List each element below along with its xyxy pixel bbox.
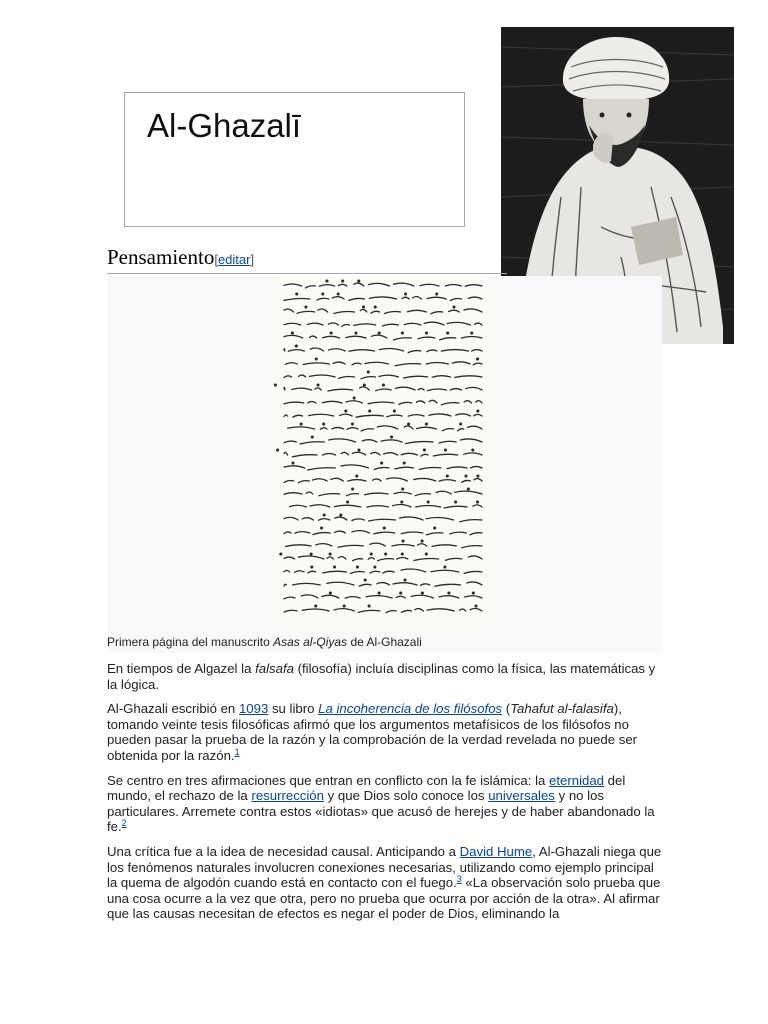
- caption-manuscript-title: Asas al-Qiyas: [273, 635, 348, 649]
- link-book-title[interactable]: [318, 701, 502, 716]
- handwriting-dot: [391, 436, 393, 438]
- handwriting-dot: [472, 449, 474, 451]
- handwriting-dot: [385, 553, 387, 555]
- handwriting-dot: [323, 423, 325, 425]
- section-heading-text: Pensamiento: [107, 245, 215, 269]
- handwriting-dot: [402, 540, 404, 542]
- text: y no los particulares. Arremete contra estos «idiotas» que acusó de herejes y de haber abandonado la fe.: [107, 788, 655, 835]
- link-david-hume[interactable]: David Hume: [459, 843, 533, 859]
- handwriting-dot: [334, 566, 336, 568]
- figure-caption: [107, 635, 662, 649]
- handwriting-dot: [425, 553, 427, 555]
- handwriting-dot: [317, 384, 319, 386]
- handwriting-dot: [436, 293, 438, 295]
- paragraph-3: [107, 773, 663, 835]
- handwriting-dot: [446, 475, 448, 477]
- text: (filosofía) incluía disciplinas como la física, las matemáticas y la lógica.: [107, 661, 656, 692]
- handwriting-dot: [370, 553, 372, 555]
- handwriting-dot: [305, 306, 307, 308]
- handwriting-dot: [364, 579, 366, 581]
- handwriting-dot: [426, 332, 428, 334]
- handwriting-dot: [356, 475, 358, 477]
- text: Al-Ghazali escribió en: [107, 701, 239, 717]
- reference-link-1[interactable]: 1: [234, 746, 240, 757]
- paragraph-1: [107, 661, 663, 692]
- handwriting-dot: [477, 475, 479, 477]
- handwriting-dot: [401, 332, 403, 334]
- section-heading: [107, 245, 507, 274]
- handwriting-dot: [280, 553, 282, 555]
- text: En tiempos de Algazel la: [107, 661, 256, 676]
- handwriting-dot: [383, 384, 385, 386]
- caption-prefix: Primera página del manuscrito: [107, 635, 274, 649]
- handwriting-dot: [421, 592, 423, 594]
- handwriting-dot: [329, 592, 331, 594]
- handwriting-dot: [455, 501, 457, 503]
- handwriting-dot: [311, 566, 313, 568]
- edit-bracket-open: [: [214, 252, 218, 267]
- handwriting-dot: [295, 345, 297, 347]
- handwriting-dot: [358, 280, 360, 282]
- book-title: La incoherencia de los filósofos: [318, 701, 503, 717]
- handwriting-dot: [368, 605, 370, 607]
- handwriting-dot: [465, 475, 467, 477]
- page-title: Al-Ghazalī: [147, 107, 302, 144]
- edit-section-wrapper: [214, 252, 254, 267]
- handwriting-dot: [326, 280, 328, 282]
- handwriting-dot: [434, 527, 436, 529]
- handwriting-dot: [353, 397, 355, 399]
- handwriting-dot: [475, 605, 477, 607]
- text: su libro: [268, 701, 319, 717]
- handwriting-dot: [330, 332, 332, 334]
- handwriting-dot: [329, 553, 331, 555]
- manuscript-scan: [274, 276, 492, 631]
- text: Una crítica fue a la idea de necesidad causal. Anticipando a: [107, 843, 460, 859]
- handwriting-dot: [321, 527, 323, 529]
- handwriting-dot: [355, 332, 357, 334]
- handwriting-dot: [401, 501, 403, 503]
- handwriting-dot: [292, 462, 294, 464]
- handwriting-dot: [374, 306, 376, 308]
- handwriting-dot: [343, 605, 345, 607]
- link-1093[interactable]: 1093: [238, 701, 269, 717]
- handwriting-dot: [352, 488, 354, 490]
- handwriting-dot: [358, 449, 360, 451]
- text: ), tomando veinte tesis filosóficas afirmó que los argumentos metafísicos de los filósofos no pueden pasar la prueba de la razón y la comprobación de la verdad revelada no puede ser obtenida por la razón.: [107, 701, 638, 763]
- handwriting-dot: [460, 423, 462, 425]
- handwriting-dot: [477, 410, 479, 412]
- handwriting-dot: [291, 332, 293, 334]
- title-box: [124, 92, 465, 227]
- handwriting-dot: [356, 566, 358, 568]
- handwriting-dot: [363, 384, 365, 386]
- manuscript-image[interactable]: [274, 276, 492, 631]
- handwriting-dot: [274, 384, 276, 386]
- handwriting-dot: [352, 423, 354, 425]
- paragraph-4: [107, 844, 663, 922]
- handwriting-dot: [424, 449, 426, 451]
- handwriting-dot: [427, 501, 429, 503]
- handwriting-dot: [453, 306, 455, 308]
- handwriting-dot: [378, 332, 380, 334]
- edit-section-link[interactable]: editar: [217, 252, 251, 267]
- link-resurreccion[interactable]: resurrección: [251, 788, 324, 804]
- handwriting-dot: [400, 592, 402, 594]
- handwriting-dot: [402, 488, 404, 490]
- handwriting-dot: [378, 592, 380, 594]
- handwriting-dot: [401, 553, 403, 555]
- handwriting-dot: [445, 449, 447, 451]
- text: , Al-Ghazali niega que los fenómenos naturales involucren conexiones necesarias, utilizando como ejemplo principal la quema de algodón cuando está en contacto con el fuego.: [107, 843, 662, 891]
- handwriting-dot: [310, 553, 312, 555]
- handwriting-dot: [367, 371, 369, 373]
- handwriting-dot: [300, 423, 302, 425]
- reference-link-3[interactable]: 3: [456, 873, 462, 884]
- handwriting-dot: [381, 462, 383, 464]
- text: y que Dios solo conoce los: [323, 788, 489, 804]
- text: «La observación solo prueba que una cosa ocurre a la vez que otra, pero no prueba que ocurra por acción de la otra». Al afirmar que las causas necesitan de efectos es negar el poder de Dios, eliminando la: [107, 875, 661, 922]
- handwriting-dot: [315, 605, 317, 607]
- handwriting-dot: [471, 332, 473, 334]
- handwriting-dot: [383, 527, 385, 529]
- article-body: [107, 661, 663, 931]
- handwriting-dot: [447, 332, 449, 334]
- link-eternidad[interactable]: eternidad: [549, 772, 605, 788]
- handwriting-dot: [345, 410, 347, 412]
- reference-1: [235, 746, 240, 758]
- paragraph-2: [107, 701, 663, 763]
- handwriting-dot: [444, 566, 446, 568]
- text: (: [502, 701, 511, 717]
- handwriting-dot: [296, 293, 298, 295]
- term-falsafa: falsafa: [255, 661, 294, 676]
- handwriting-dot: [467, 488, 469, 490]
- handwriting-dot: [393, 410, 395, 412]
- edit-bracket-close: ]: [250, 252, 255, 267]
- handwriting-dot: [477, 501, 479, 503]
- term-tahafut: Tahafut al-falasifa: [510, 701, 614, 717]
- handwriting-dot: [322, 293, 324, 295]
- link-universales[interactable]: universales: [488, 788, 555, 804]
- text: del mundo, el rechazo de la: [107, 772, 626, 804]
- text: Se centro en tres afirmaciones que entran en conflicto con la fe islámica: la: [107, 772, 550, 788]
- handwriting-dot: [374, 566, 376, 568]
- reference-link-2[interactable]: 2: [121, 817, 127, 828]
- handwriting-dot: [448, 592, 450, 594]
- handwriting-dot: [347, 501, 349, 503]
- handwriting-dot: [403, 462, 405, 464]
- handwriting-dot: [315, 358, 317, 360]
- handwriting-dot: [337, 293, 339, 295]
- handwriting-dot: [426, 423, 428, 425]
- handwriting-dot: [369, 410, 371, 412]
- reference-2: [122, 817, 127, 829]
- handwriting-dot: [421, 540, 423, 542]
- handwriting-dot: [340, 514, 342, 516]
- handwriting-dot: [323, 514, 325, 516]
- handwriting-dot: [342, 280, 344, 282]
- handwriting-dot: [363, 306, 365, 308]
- handwriting-dot: [408, 423, 410, 425]
- handwriting-dot: [277, 449, 279, 451]
- handwriting-dot: [472, 592, 474, 594]
- handwriting-dot: [405, 293, 407, 295]
- handwriting-dot: [477, 358, 479, 360]
- handwriting-dot: [311, 436, 313, 438]
- caption-suffix: de Al-Ghazali: [347, 635, 422, 649]
- handwriting-dot: [404, 579, 406, 581]
